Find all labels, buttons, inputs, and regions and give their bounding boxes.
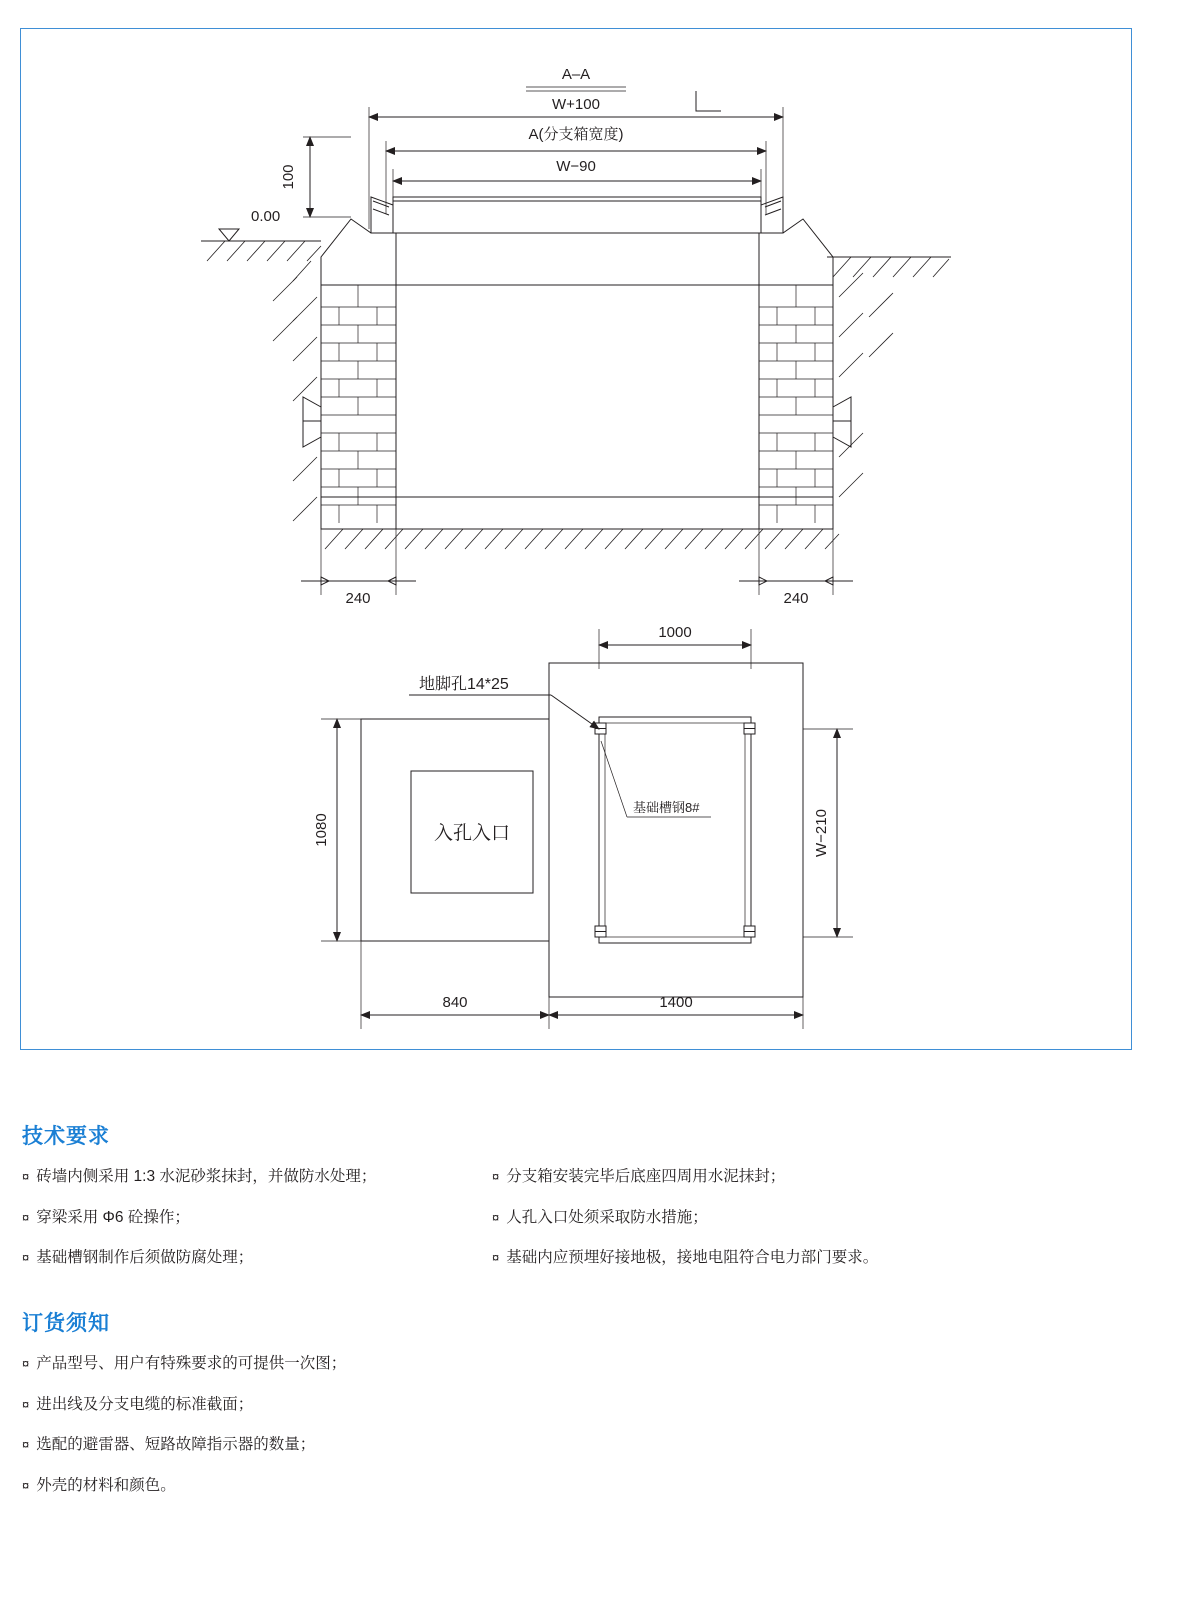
- order-item-text: 外壳的材料和颜色。: [36, 1477, 176, 1495]
- dim-w-minus-90: W−90: [556, 158, 596, 175]
- dim-plan-1400: 1400: [659, 994, 693, 1011]
- bullet-icon: ¤: [22, 1437, 30, 1453]
- order-item-text: 产品型号、用户有特殊要求的可提供一次图；: [36, 1355, 347, 1373]
- tech-item-text: 砖墙内侧采用 1:3 水泥砂浆抹封，并做防水处理；: [36, 1168, 377, 1185]
- tech-item: [492, 1247, 1182, 1269]
- tech-item: [492, 1207, 1182, 1229]
- tech-item: [22, 1247, 492, 1269]
- base-channel-label: 基础槽钢8#: [633, 800, 700, 815]
- order-item-text: 选配的避雷器、短路故障指示器的数量；: [36, 1436, 316, 1454]
- tech-item-text: 穿梁采用 Φ6 砼操作；: [36, 1208, 190, 1226]
- ground-level-label: 0.00: [251, 208, 281, 225]
- bullet-icon: ¤: [22, 1209, 30, 1225]
- tech-requirements-grid: [22, 1166, 1182, 1269]
- bullet-icon: ¤: [22, 1356, 30, 1372]
- order-item: [22, 1353, 1182, 1375]
- dim-a-width: A(分支箱宽度): [528, 126, 624, 143]
- section-label: A–A: [561, 66, 591, 83]
- bullet-icon: ¤: [22, 1478, 30, 1494]
- dim-plan-1080: 1080: [313, 813, 330, 847]
- order-notice-title: 订货须知: [22, 1312, 110, 1336]
- anchor-hole-label: 地脚孔14*25: [419, 676, 509, 693]
- tech-item-text: 基础内应预埋好接地极，接地电阻符合电力部门要求。: [506, 1249, 879, 1267]
- manhole-label: 入孔入口: [433, 823, 511, 844]
- bullet-icon: ¤: [22, 1250, 30, 1266]
- dim-wall-right: 240: [783, 590, 809, 607]
- tech-item: [22, 1207, 492, 1229]
- dim-plan-1000: 1000: [658, 624, 692, 641]
- dim-plan-840: 840: [442, 994, 468, 1011]
- bullet-icon: ¤: [492, 1209, 500, 1225]
- dim-plan-w-210: W−210: [813, 809, 830, 857]
- bullet-icon: ¤: [22, 1169, 30, 1184]
- engineering-drawing-frame: [20, 28, 1132, 1050]
- tech-item: [22, 1166, 492, 1188]
- order-item: [22, 1394, 1182, 1416]
- tech-item: [492, 1166, 1182, 1188]
- drawing-svg: [21, 29, 1131, 1049]
- bullet-icon: ¤: [492, 1250, 500, 1266]
- bullet-icon: ¤: [22, 1396, 30, 1412]
- order-item-text: 进出线及分支电缆的标准截面；: [36, 1395, 254, 1413]
- dim-wall-left: 240: [345, 590, 371, 607]
- notes-sections: [0, 1120, 1182, 1516]
- dim-w-plus-100: W+100: [552, 96, 600, 113]
- tech-requirements-title: 技术要求: [22, 1125, 110, 1148]
- order-item: [22, 1475, 1182, 1497]
- tech-item-text: 分支箱安装完毕后底座四周用水泥抹封；: [506, 1168, 786, 1185]
- dim-100: 100: [280, 164, 297, 190]
- order-item: [22, 1434, 1182, 1456]
- tech-item-text: 基础槽钢制作后须做防腐处理；: [36, 1249, 254, 1267]
- order-notice-list: [22, 1353, 1182, 1497]
- bullet-icon: ¤: [492, 1169, 500, 1184]
- tech-item-text: 人孔入口处须采取防水措施；: [506, 1208, 708, 1226]
